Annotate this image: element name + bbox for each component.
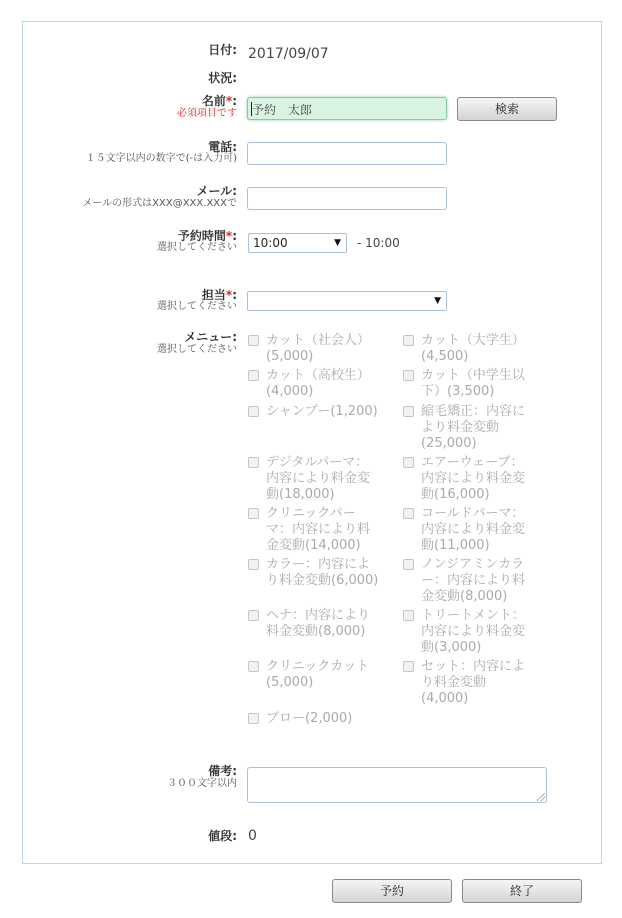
time-label-text: 予約時間 xyxy=(177,229,226,243)
menu-item[interactable]: カット（高校生） (4,000) xyxy=(248,368,384,400)
menu-item[interactable]: シャンプー(1,200) xyxy=(248,404,384,420)
checkbox[interactable] xyxy=(248,457,259,468)
checkbox[interactable] xyxy=(248,406,259,417)
menu-item[interactable]: カット（大学生） (4,500) xyxy=(403,333,539,365)
notes-textarea[interactable] xyxy=(247,767,547,803)
reserve-button[interactable]: 予約 xyxy=(332,879,452,903)
checkbox[interactable] xyxy=(248,508,259,519)
checkbox[interactable] xyxy=(403,661,414,672)
menu-label: メニュー: xyxy=(184,330,237,344)
menu-item[interactable]: カラー：内容によ り料金変動(6,000) xyxy=(248,557,384,589)
date-label: 日付: xyxy=(208,43,237,57)
required-marker: * xyxy=(225,288,233,302)
chevron-down-icon: ▼ xyxy=(434,296,441,306)
date-value: 2017/09/07 xyxy=(248,46,329,62)
email-label: メール: xyxy=(196,184,237,198)
phone-input[interactable] xyxy=(247,142,447,165)
checkbox[interactable] xyxy=(403,335,414,346)
end-time: - 10:00 xyxy=(357,236,400,250)
price-label: 値段: xyxy=(208,829,237,843)
close-button[interactable]: 終了 xyxy=(462,879,582,903)
menu-item[interactable]: ブロー(2,000) xyxy=(248,711,384,727)
menu-item[interactable]: ヘナ：内容により 料金変動(8,000) xyxy=(248,608,384,640)
menu-item[interactable]: トリートメント： 内容により料金変 動(3,000) xyxy=(403,608,539,656)
menu-item[interactable]: コールドパーマ： 内容により料金変 動(11,000) xyxy=(403,506,539,554)
required-marker: * xyxy=(225,94,233,108)
staff-label-colon: : xyxy=(232,288,237,302)
checkbox[interactable] xyxy=(403,457,414,468)
required-marker: * xyxy=(225,229,233,243)
time-label-colon: : xyxy=(232,229,237,243)
checkbox[interactable] xyxy=(248,335,259,346)
phone-label: 電話: xyxy=(208,140,237,154)
start-time-value: 10:00 xyxy=(253,236,288,250)
status-label: 状況: xyxy=(208,71,237,85)
name-label-colon: : xyxy=(232,94,237,108)
checkbox[interactable] xyxy=(403,610,414,621)
checkbox[interactable] xyxy=(248,610,259,621)
menu-item[interactable]: カット（社会人） (5,000) xyxy=(248,333,384,365)
name-label-text: 名前 xyxy=(201,94,226,108)
checkbox[interactable] xyxy=(403,370,414,381)
notes-label: 備考: xyxy=(208,764,237,778)
email-hint: メールの形式はXXX@XXX.XXXで xyxy=(82,198,237,209)
name-input[interactable]: 予約 太郎 xyxy=(247,97,447,120)
checkbox[interactable] xyxy=(403,406,414,417)
checkbox[interactable] xyxy=(403,508,414,519)
staff-label-text: 担当 xyxy=(201,288,226,302)
menu-item[interactable]: クリニックパー マ：内容により料 金変動(14,000) xyxy=(248,506,384,554)
notes-hint: ３００文字以内 xyxy=(167,778,237,789)
resize-handle-icon[interactable] xyxy=(537,793,545,801)
email-input[interactable] xyxy=(247,187,447,210)
checkbox[interactable] xyxy=(403,559,414,570)
staff-select[interactable] xyxy=(247,291,447,311)
checkbox[interactable] xyxy=(248,559,259,570)
checkbox[interactable] xyxy=(248,370,259,381)
phone-hint: １５文字以内の数字で(-は入力可) xyxy=(85,153,237,164)
name-label xyxy=(202,95,237,108)
time-hint: 選択してください xyxy=(157,242,237,253)
chevron-down-icon: ▼ xyxy=(334,238,341,248)
menu-item[interactable]: デジタルパーマ： 内容により料金変 動(18,000) xyxy=(248,455,384,503)
search-button[interactable]: 検索 xyxy=(457,97,557,121)
staff-hint: 選択してください xyxy=(157,301,237,312)
price-value: 0 xyxy=(248,828,257,844)
menu-item[interactable]: ノンジアミンカラ ー：内容により料 金変動(8,000) xyxy=(403,557,539,605)
menu-hint: 選択してください xyxy=(157,344,237,355)
menu-item[interactable]: セット：内容によ り料金変動 (4,000) xyxy=(403,659,539,707)
menu-item[interactable]: エアーウェーブ： 内容により料金変 動(16,000) xyxy=(403,455,539,503)
checkbox[interactable] xyxy=(248,713,259,724)
menu-item[interactable]: 縮毛矯正：内容に より料金変動 (25,000) xyxy=(403,404,539,452)
menu-item[interactable]: クリニックカット (5,000) xyxy=(248,659,384,691)
start-time-select[interactable] xyxy=(248,233,347,253)
checkbox[interactable] xyxy=(248,661,259,672)
name-hint: 必須項目です xyxy=(177,108,237,119)
menu-item[interactable]: カット（中学生以 下）(3,500) xyxy=(403,368,539,400)
